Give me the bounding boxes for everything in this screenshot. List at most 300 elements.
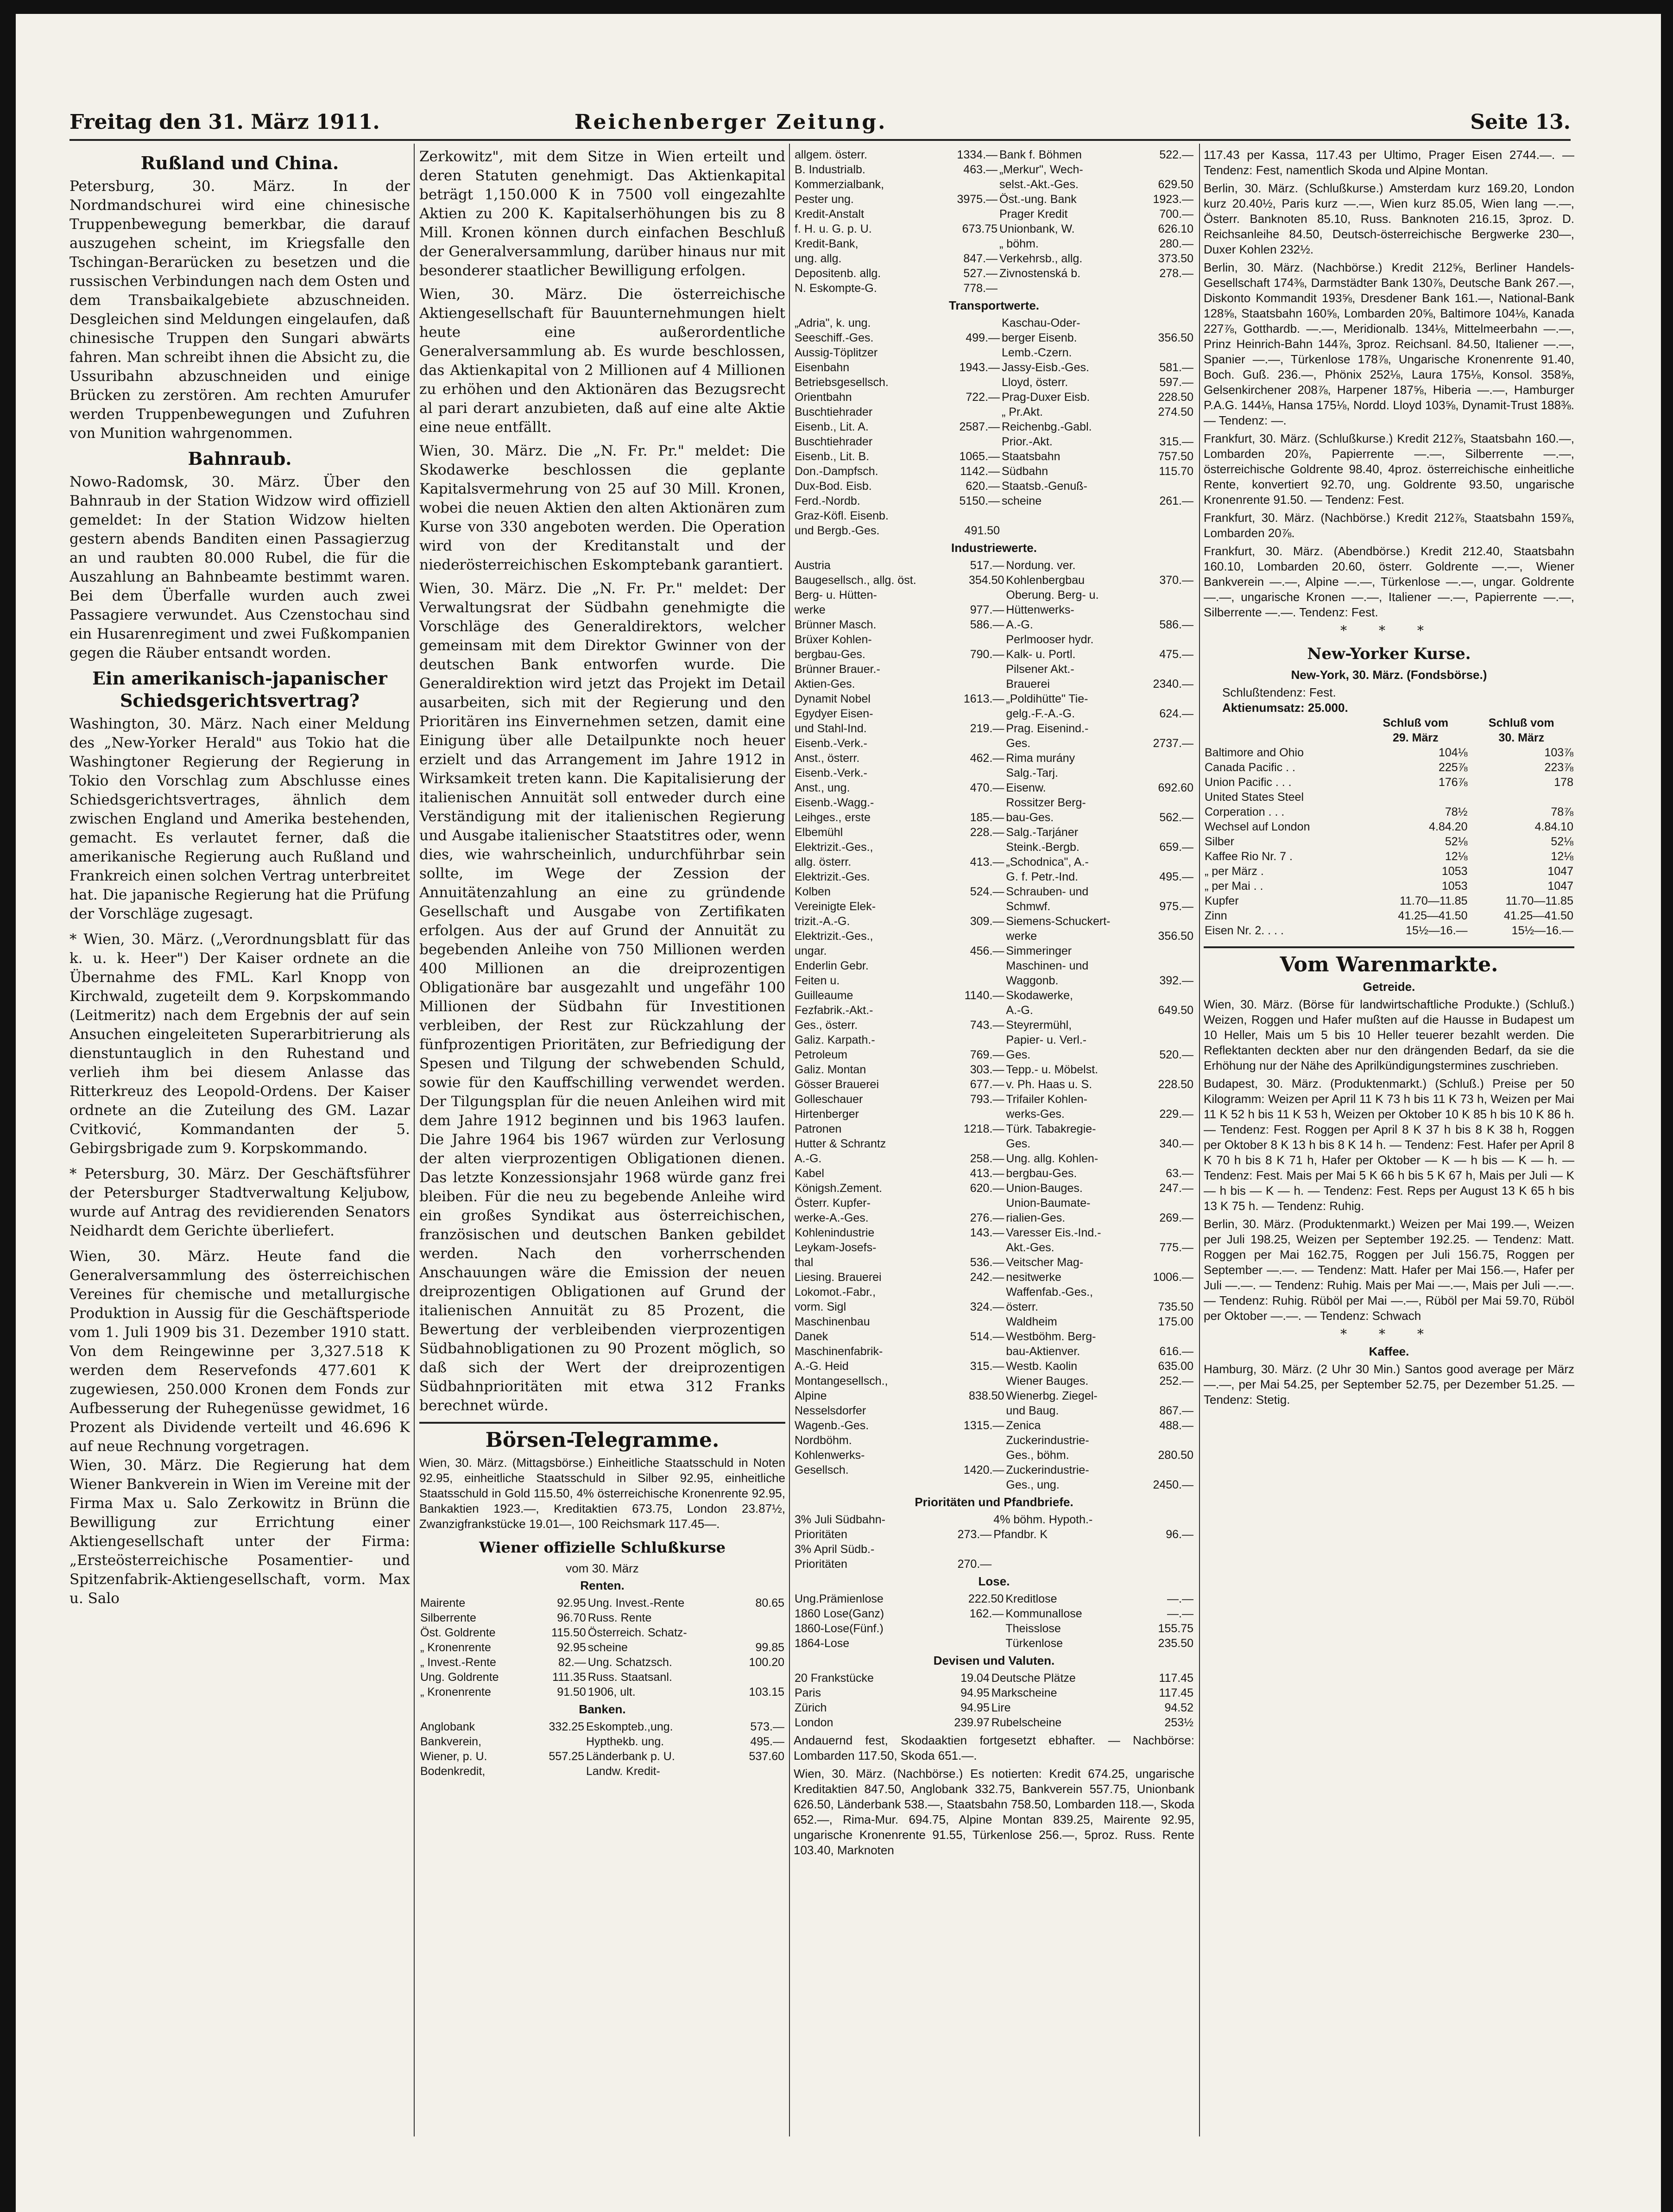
table-cell-value: 356.50 bbox=[1158, 930, 1193, 943]
table-cell-value: 462.— bbox=[970, 752, 1004, 765]
table-cell-label: Austria bbox=[795, 559, 831, 572]
table-cell-label: Ges., böhm. bbox=[1006, 1449, 1069, 1462]
header-date: Freitag den 31. März 1911. bbox=[69, 110, 380, 134]
table-row bbox=[794, 929, 1194, 944]
table-row bbox=[1204, 716, 1574, 730]
table-cell-label bbox=[1204, 730, 1363, 745]
table-cell-label: Kohlenwerks- bbox=[795, 1449, 865, 1462]
table-cell-label: bau-Ges. bbox=[1006, 811, 1054, 824]
table-cell-value: 775.— bbox=[1159, 1241, 1193, 1254]
table-row bbox=[794, 1299, 1194, 1314]
article-aussig-verein: Wien, 30. März. Heute fand die Generalversammlung des österreichischen Vereines für chemische und metallurgische Produktion in Aussig für die Geschäftsperiode vom 1. Juli 1909 bis 31. Dezember 1910 statt. Von dem Reingewinne per 3,327.518 K werden dem Reservefonds 477.601 K zugewiesen, 250.000 Kronen dem Fonds zur Aufbesserung der Ruhegenüsse gewidmet, 16 Prozent als Dividende verteilt und 46.696 K auf neue Rechnung vorgetragen. bbox=[69, 1248, 410, 1455]
table-row bbox=[794, 1374, 1194, 1388]
table-cell-value: 92.95 bbox=[557, 1641, 586, 1654]
table-row bbox=[794, 494, 1194, 508]
table-cell-value: 629.50 bbox=[1158, 178, 1193, 191]
table-cell-label: Silberrente bbox=[420, 1611, 476, 1624]
table-cell-value: 155.75 bbox=[1158, 1622, 1193, 1635]
table-row bbox=[794, 330, 1194, 345]
table-cell-value bbox=[951, 1433, 1005, 1448]
table-cell-label: Nordböhm. bbox=[795, 1434, 852, 1447]
table-cell-label: Brüxer Kohlen- bbox=[795, 633, 872, 646]
table-row bbox=[419, 1749, 785, 1764]
table-row bbox=[794, 677, 1194, 691]
table-cell-label: Montangesellsch., bbox=[795, 1375, 888, 1388]
table-row bbox=[794, 795, 1194, 810]
table-row bbox=[794, 780, 1194, 795]
table-cell-label: „ Kronenrente bbox=[420, 1686, 491, 1699]
table-row bbox=[419, 1734, 785, 1749]
table-cell-label: allgem. österr. bbox=[795, 148, 868, 161]
table-cell-label: Union-Bauges. bbox=[1006, 1182, 1083, 1195]
table-row bbox=[794, 434, 1194, 449]
table-cell-label: Danek bbox=[795, 1330, 828, 1343]
table-cell-value: 30. März bbox=[1498, 731, 1545, 744]
table-row bbox=[794, 1211, 1194, 1225]
table-cell-label: Rubelscheine bbox=[991, 1716, 1062, 1729]
table-cell-label: Dynamit Nobel bbox=[795, 692, 871, 705]
table-cell-label: Staatsbahn bbox=[1002, 450, 1061, 463]
table-cell-value: 315.— bbox=[1159, 435, 1193, 448]
table-row bbox=[794, 1686, 1194, 1700]
table-row bbox=[1204, 879, 1574, 894]
table-cell-value: Schluß vom bbox=[1383, 716, 1449, 729]
table-cell-label: Königsh.Zement. bbox=[795, 1182, 882, 1195]
table-cell-value: 228.— bbox=[970, 826, 1004, 839]
table-cell-value: —.— bbox=[1167, 1592, 1193, 1605]
table-cell-label: Canada Pacific . . bbox=[1205, 761, 1295, 774]
table-cell-label: Eisenw. bbox=[1006, 781, 1046, 794]
table-cell-value: 586.— bbox=[1159, 618, 1193, 631]
table-cell-label: Trifailer Kohlen- bbox=[1006, 1093, 1087, 1106]
table-cell-label: Orientbahn bbox=[795, 391, 852, 404]
table-cell-label: Ung. allg. Kohlen- bbox=[1006, 1152, 1098, 1165]
table-cell-value: 94.95 bbox=[960, 1701, 990, 1714]
table-cell-value: Schluß vom bbox=[1488, 716, 1554, 729]
table-cell-value: 278.— bbox=[1159, 267, 1193, 280]
table-cell-value bbox=[1140, 1329, 1194, 1344]
article-mittagsboerse: Wien, 30. März. (Mittagsbörse.) Einheitliche Staatsschuld in Noten 92.95, einheitliche Staatsschuld in Silber 92.95, einheitliche Staatsschuld in Gold 115.50, 4% österreichische Kronenrente 92.95, Bankaktien 1923.—, Kreditaktien 673.75, London 23.87½, Zwanzigfrankstücke 19.01—, 100 Reichsmark 117.45—. bbox=[419, 1456, 785, 1531]
table-cell-value: 1006.— bbox=[1153, 1271, 1193, 1284]
table-cell-label: „Schodnica", A.- bbox=[1006, 856, 1089, 868]
table-row bbox=[794, 1033, 1194, 1047]
table-cell-label: Lloyd, österr. bbox=[1002, 376, 1068, 389]
table-cell-label: Betriebsgesellsch. bbox=[795, 376, 889, 389]
headline-warenmarkte: Vom Warenmarkte. bbox=[1280, 953, 1498, 976]
lose-title: Lose. bbox=[978, 1574, 1010, 1588]
table-cell-value: 143.— bbox=[970, 1226, 1004, 1239]
table-cell-value: 1420.— bbox=[963, 1464, 1004, 1477]
table-cell-value bbox=[1149, 1512, 1194, 1527]
table-cell-value: 41.25—41.50 bbox=[1398, 909, 1468, 922]
table-cell-label bbox=[1204, 716, 1363, 730]
banken-table bbox=[419, 1719, 785, 1779]
table-row bbox=[794, 884, 1194, 899]
table-cell-label: Gesellsch. bbox=[795, 1464, 849, 1477]
table-row bbox=[794, 192, 1194, 207]
headline-boersen-telegramme: Börsen-Telegramme. bbox=[485, 1428, 720, 1452]
article-andauernd: Andauernd fest, Skodaaktien fortgesetzt ebhafter. — Nachbörse: Lombarden 117.50, Skoda 651.—. bbox=[794, 1733, 1194, 1762]
table-cell-label: Länderbank p. U. bbox=[586, 1750, 675, 1763]
table-cell-label: Kreditlose bbox=[1005, 1592, 1057, 1605]
table-cell-label: Elektrizit.-Ges. bbox=[795, 870, 870, 883]
table-cell-label: Wiener, p. U. bbox=[420, 1750, 487, 1763]
table-cell-value bbox=[1140, 988, 1194, 1003]
table-cell-label: Österreich. Schatz- bbox=[587, 1626, 687, 1639]
table-cell-value: 495.— bbox=[1159, 870, 1193, 883]
ny-subtitle: New-York, 30. März. (Fondsbörse.) bbox=[1291, 668, 1487, 682]
table-cell-value: 99.85 bbox=[755, 1641, 784, 1654]
table-cell-label: Russ. Staatsanl. bbox=[587, 1671, 672, 1684]
table-cell-label: „ per März . bbox=[1205, 865, 1264, 878]
table-cell-label: Eisenb., Lit. B. bbox=[795, 450, 870, 463]
table-cell-value: 735.50 bbox=[1158, 1300, 1193, 1313]
article-zerkowitz-cont: Zerkowitz", mit dem Sitze in Wien erteilt und deren Statuten genehmigt. Das Aktienkapital beträgt 1,150.000 K in 7500 voll eingezahlte Aktien zu 200 K. Kapitalserhöhungen bis zu 8 Mill. Kronen können durch einfachen Beschluß der Generalversammlung, darüber hinaus nur mit besonderer staatlicher Bewilligung erfolgen. bbox=[419, 148, 785, 279]
table-cell-label: Lokomot.-Fabr., bbox=[795, 1286, 876, 1299]
table-cell-label: Elektrizit.-Ges., bbox=[795, 930, 873, 943]
table-cell-value: 303.— bbox=[970, 1063, 1004, 1076]
table-cell-value: 111.35 bbox=[552, 1671, 586, 1684]
table-row bbox=[794, 691, 1194, 706]
table-cell-label: Waffenfab.-Ges., bbox=[1006, 1286, 1093, 1299]
table-cell-label: Galiz. Montan bbox=[795, 1063, 866, 1076]
table-cell-label: Jassy-Eisb.-Ges. bbox=[1002, 361, 1089, 374]
table-cell-value: 475.— bbox=[1159, 648, 1193, 661]
industrie-table bbox=[794, 558, 1194, 1492]
table-cell-label: Eisenbahn bbox=[795, 361, 850, 374]
table-cell-value bbox=[937, 316, 1001, 330]
table-cell-label: Türkenlose bbox=[1005, 1637, 1063, 1650]
table-cell-value: 778.— bbox=[963, 282, 998, 295]
table-cell-label: f. H. u. G. p. U. bbox=[795, 222, 872, 235]
table-cell-label: Seeschiff.-Ges. bbox=[795, 331, 874, 344]
article-verordnungsblatt: * Wien, 30. März. („Verordnungsblatt für das k. u. k. Heer") Der Kaiser ordnete an die Übernahme des FML. Karl Knopp von Kirchwald, zugeteilt dem 9. Korpskommando (Leitmeritz) nach dem Ergebnis der auf sein Ansuchen eingeleiteten Superarbitrierung als dienstuntauglich in den Ruhestand und verlieh ihm bei diesem Anlasse das Ritterkreuz des Leopold-Ordens. Der Kaiser ordnete an die Zuteilung des GM. Lazar Cvitković, Kommandanten der 5. Gebirgsbrigade zum 9. Korpskommando. bbox=[69, 931, 410, 1157]
table-cell-value bbox=[1140, 1388, 1194, 1403]
table-cell-value: 626.10 bbox=[1158, 222, 1193, 235]
table-cell-label: Anglobank bbox=[420, 1720, 475, 1733]
table-cell-value: 586.— bbox=[970, 618, 1004, 631]
table-cell-value bbox=[937, 375, 1001, 390]
table-cell-value bbox=[1140, 1463, 1194, 1477]
table-cell-value bbox=[1140, 1018, 1194, 1033]
table-cell-label: A.-G. Heid bbox=[795, 1360, 849, 1373]
table-cell-label bbox=[992, 1557, 1149, 1572]
table-row bbox=[794, 1418, 1194, 1433]
table-cell-value: 222.50 bbox=[968, 1592, 1004, 1605]
lose-table bbox=[794, 1591, 1194, 1651]
table-cell-label: Kolben bbox=[795, 885, 831, 898]
table-cell-label: Ges., ung. bbox=[1006, 1478, 1060, 1491]
table-cell-value: 228.50 bbox=[1158, 391, 1193, 404]
table-row bbox=[794, 405, 1194, 419]
table-cell-value: 517.— bbox=[970, 559, 1004, 572]
table-cell-label: Reichenbg.-Gabl. bbox=[1002, 420, 1092, 433]
table-row bbox=[794, 1077, 1194, 1092]
table-cell-label: Ges. bbox=[1006, 737, 1031, 750]
table-cell-value: 269.— bbox=[1159, 1211, 1193, 1224]
table-row bbox=[794, 736, 1194, 751]
table-row bbox=[794, 1003, 1194, 1018]
table-cell-label: Ferd.-Nordb. bbox=[795, 494, 860, 507]
table-cell-value bbox=[1140, 662, 1194, 677]
table-cell-label: „ böhm. bbox=[999, 237, 1039, 250]
table-cell-value bbox=[951, 1033, 1005, 1047]
separator-stars: * * * bbox=[1340, 1326, 1438, 1342]
table-cell-label: scheine bbox=[1002, 494, 1042, 507]
table-cell-label: Österr. Kupfer- bbox=[795, 1197, 871, 1210]
table-row bbox=[1204, 745, 1574, 760]
headline-new-yorker-kurse: New-Yorker Kurse. bbox=[1307, 645, 1471, 663]
table-row bbox=[794, 869, 1194, 884]
table-row bbox=[794, 147, 1194, 162]
table-row bbox=[794, 1542, 1194, 1557]
table-row bbox=[1204, 834, 1574, 849]
table-cell-label: „ Kronenrente bbox=[420, 1641, 491, 1654]
table-cell-label: Golleschauer bbox=[795, 1093, 863, 1106]
table-cell-label: Brünner Masch. bbox=[795, 618, 877, 631]
table-cell-label: Unionbank, W. bbox=[999, 222, 1075, 235]
table-cell-value: 1315.— bbox=[963, 1419, 1004, 1432]
table-cell-value: 838.50 bbox=[968, 1389, 1004, 1402]
table-cell-label: bau-Aktienver. bbox=[1006, 1345, 1080, 1358]
table-row bbox=[794, 1715, 1194, 1730]
table-row bbox=[794, 1285, 1194, 1299]
table-cell-value: 12⅛ bbox=[1445, 850, 1468, 863]
table-cell-value bbox=[951, 1240, 1005, 1255]
table-cell-value: 1218.— bbox=[963, 1122, 1004, 1135]
table-cell-value: 52⅛ bbox=[1551, 835, 1573, 848]
table-cell-value: —.— bbox=[1167, 1607, 1193, 1620]
table-row bbox=[794, 810, 1194, 825]
table-cell-value bbox=[937, 1512, 992, 1527]
table-cell-value: 11.70—11.85 bbox=[1400, 894, 1468, 907]
article-skodawerke: Wien, 30. März. Die „N. Fr. Pr." meldet: Die Skodawerke beschlossen die geplante Kapitalsvermehrung von 25 auf 30 Mill. Kronen, wobei die neuen Aktien den alten Aktionären zum Kurse von 330 angeboten werden. Die Operation wird von der Kreditanstalt und der niederösterreichischen Eskomptebank garantiert. bbox=[419, 443, 785, 573]
prioritaeten-table bbox=[794, 1512, 1194, 1572]
table-cell-label: Südbahn bbox=[1002, 465, 1048, 478]
table-cell-value bbox=[951, 1107, 1005, 1122]
table-row bbox=[794, 647, 1194, 662]
table-row bbox=[794, 944, 1194, 958]
table-cell-value: 162.— bbox=[969, 1607, 1004, 1620]
header-rule bbox=[69, 139, 1571, 141]
table-cell-label: „Merkur", Wech- bbox=[999, 163, 1083, 176]
table-cell-value bbox=[1138, 508, 1194, 523]
table-cell-value: 324.— bbox=[970, 1300, 1004, 1313]
table-cell-value bbox=[951, 1374, 1005, 1388]
table-cell-label: Waldheim bbox=[1006, 1315, 1057, 1328]
table-cell-value bbox=[1138, 479, 1194, 494]
table-row bbox=[794, 222, 1194, 236]
table-cell-label: Maschinen- und bbox=[1006, 959, 1089, 972]
table-cell-label: Vereinigte Elek- bbox=[795, 900, 876, 913]
table-cell-label: B. Industrialb. bbox=[795, 163, 865, 176]
table-cell-label: Nordung. ver. bbox=[1006, 559, 1076, 572]
table-cell-value: 527.— bbox=[963, 267, 998, 280]
table-cell-value: 229.— bbox=[1159, 1108, 1193, 1121]
table-cell-value: 769.— bbox=[970, 1048, 1004, 1061]
table-cell-value: 677.— bbox=[970, 1078, 1004, 1091]
table-cell-label: Ges., österr. bbox=[795, 1019, 858, 1032]
table-cell-value bbox=[732, 1670, 786, 1685]
table-cell-label: 20 Frankstücke bbox=[795, 1672, 874, 1685]
table-cell-label: Kredit-Anstalt bbox=[795, 208, 865, 221]
table-cell-label: Wagenb.-Ges. bbox=[795, 1419, 869, 1432]
table-cell-value bbox=[951, 706, 1005, 721]
table-row bbox=[794, 1122, 1194, 1136]
table-cell-label: vorm. Sigl bbox=[795, 1300, 846, 1313]
table-cell-label: Depositenb. allg. bbox=[795, 267, 881, 280]
table-cell-label: Prag-Duxer Eisb. bbox=[1002, 391, 1090, 404]
column-2 bbox=[419, 147, 785, 1779]
table-cell-label: Eskompteb.,ung. bbox=[586, 1720, 673, 1733]
article-berlin-nachboerse: Berlin, 30. März. (Nachbörse.) Kredit 212⅝, Berliner Handels-Gesellschaft 174⅜, Darmstädter Bank 130⅞, Deutsche Bank 267.—, Diskonto Kommandit 193⅝, Dresdener Bank 161.—, National-Bank 128⅝, Staatsbahn 160⅝, Lombarden 20⅝, Baltimore 104⅛, Kanada 227⅞, Gotthardb. —.—, Meridionalb. 134⅛, Mittelmeerbahn —.—, Prinz Heinrich-Bahn 144⅞, 3proz. Reichsanl. 84.50, Italiener —.—, Spanier —.—, Türkenlose 178⅞, Ungarische Kronenrente 91.40, Boch. Guß. 236.—, Phönix 252⅛, Laura 175⅛, Konsol. 358⅝, Gelsenkirchener 208⅞, Harpener 187⅝, Hiberia —.—, Hamburger P.A.G. 144⅛, Hansa 175⅛, Nordd. Lloyd 103⅝, Dynamit-Trust 188⅜. — Tendenz: —. bbox=[1204, 260, 1574, 427]
table-cell-label: Union Pacific . . . bbox=[1205, 776, 1292, 789]
table-row bbox=[794, 988, 1194, 1003]
table-row bbox=[794, 914, 1194, 929]
table-cell-label: 3% April Südb.- bbox=[795, 1543, 875, 1556]
table-cell-value: 847.— bbox=[963, 252, 998, 265]
table-cell-label bbox=[1001, 523, 1138, 538]
table-cell-value bbox=[937, 508, 1001, 523]
table-cell-value bbox=[1140, 1285, 1194, 1299]
table-cell-label: werke-A.-Ges. bbox=[795, 1211, 869, 1224]
table-cell-label: und Baug. bbox=[1006, 1404, 1059, 1417]
table-cell-label: 3% Juli Südbahn- bbox=[795, 1513, 885, 1526]
table-row bbox=[419, 1719, 785, 1734]
table-row bbox=[794, 751, 1194, 766]
table-cell-label: österr. bbox=[1006, 1300, 1038, 1313]
transport-title: Transportwerte. bbox=[948, 298, 1040, 312]
table-cell-label: trizit.-A.-G. bbox=[795, 915, 850, 928]
table-row bbox=[794, 1477, 1194, 1492]
table-row bbox=[1204, 923, 1574, 938]
table-cell-value: 78⅞ bbox=[1551, 805, 1573, 818]
table-cell-value: 673.75 bbox=[962, 222, 998, 235]
table-cell-label: Verkehrsb., allg. bbox=[999, 252, 1083, 265]
table-cell-value: 178 bbox=[1554, 776, 1573, 789]
table-cell-label: Feiten u. bbox=[795, 974, 840, 987]
banken-cont-table bbox=[794, 147, 1194, 296]
table-cell-label: Corperation . . . bbox=[1205, 805, 1285, 818]
table-row bbox=[794, 464, 1194, 479]
table-row bbox=[794, 508, 1194, 523]
table-cell-value bbox=[937, 1542, 992, 1557]
table-cell-label: Türk. Tabakregie- bbox=[1006, 1122, 1096, 1135]
table-cell-label: N. Eskompte-G. bbox=[795, 282, 877, 295]
table-cell-label: Markscheine bbox=[991, 1686, 1057, 1699]
table-cell-value: 1923.— bbox=[1153, 193, 1193, 206]
column-4 bbox=[1204, 147, 1574, 1407]
table-row bbox=[794, 1225, 1194, 1240]
table-cell-value bbox=[1140, 1122, 1194, 1136]
table-cell-value: 94.52 bbox=[1164, 1701, 1193, 1714]
table-cell-label: Galiz. Karpath.- bbox=[795, 1033, 875, 1046]
table-cell-label: Eisenb., Lit. A. bbox=[795, 420, 869, 433]
table-cell-label: rialien-Ges. bbox=[1006, 1211, 1066, 1224]
table-cell-label: Landw. Kredit- bbox=[586, 1765, 660, 1778]
table-cell-value bbox=[943, 1621, 1004, 1636]
prioritaeten-title: Prioritäten und Pfandbriefe. bbox=[915, 1495, 1073, 1509]
table-cell-label: allg. österr. bbox=[795, 856, 852, 868]
article-schiedsgericht: Washington, 30. März. Nach einer Meldung des „New-Yorker Herald" aus Tokio hat die Washingtoner Regierung der Regierung in Tokio den Vorschlag zum Abschlusse eines Schiedsgerichtsvertrages, ähnlich dem zwischen England und Amerika bestehenden, gemacht. Es verlautet ferner, daß die amerikanische Regierung auch Rußland und Frankreich einen solchen Vertrag unterbreitet hat. Die japanische Regierung hat die Prüfung der Vorschläge zugesagt. bbox=[69, 716, 410, 922]
table-cell-value: 115.50 bbox=[551, 1626, 586, 1639]
table-cell-value: 635.00 bbox=[1158, 1360, 1193, 1373]
table-cell-value bbox=[1363, 790, 1468, 805]
table-cell-label: Kabel bbox=[795, 1167, 824, 1180]
table-cell-label: „Adria", k. ung. bbox=[795, 317, 871, 330]
table-cell-label: Maschinenfabrik- bbox=[795, 1345, 883, 1358]
table-row bbox=[1204, 864, 1574, 879]
table-row bbox=[794, 1512, 1194, 1527]
table-cell-label: Prager Kredit bbox=[999, 208, 1068, 221]
table-row bbox=[794, 207, 1194, 222]
table-cell-value: 239.97 bbox=[954, 1716, 990, 1729]
table-cell-value: 332.25 bbox=[549, 1720, 584, 1733]
table-cell-value: 1943.— bbox=[959, 361, 1000, 374]
table-cell-value bbox=[1140, 632, 1194, 647]
table-cell-value bbox=[951, 736, 1005, 751]
section-rule bbox=[419, 1422, 785, 1424]
renten-title: Renten. bbox=[580, 1578, 625, 1592]
table-cell-label: Wiener Bauges. bbox=[1006, 1375, 1089, 1388]
table-cell-value bbox=[1140, 1092, 1194, 1107]
table-cell-value bbox=[1140, 1255, 1194, 1270]
article-bankverein: Wien, 30. März. Die Regierung hat dem Wiener Bankverein in Wien im Vereine mit der Firma Max u. Salo Zerkowitz in Brünn die Bewilligung zur Errichtung einer Aktiengesellschaft unter der Firma: „Ersteösterreichische Posamentier- und Spitzenfabrik-Aktiengesellschaft, vorm. Max u. Salo bbox=[69, 1457, 410, 1607]
table-row bbox=[794, 1062, 1194, 1077]
table-cell-value: 247.— bbox=[1159, 1182, 1193, 1195]
table-cell-label: Pester ung. bbox=[795, 193, 854, 206]
table-cell-label: 1906, ult. bbox=[587, 1686, 636, 1699]
table-cell-value: 354.50 bbox=[968, 574, 1004, 587]
table-cell-value: 867.— bbox=[1159, 1404, 1193, 1417]
table-cell-label: Berg- u. Hütten- bbox=[795, 589, 877, 602]
table-cell-label: Guilleaume bbox=[795, 989, 853, 1002]
table-cell-value: 520.— bbox=[1159, 1048, 1193, 1061]
table-cell-label: „ Invest.-Rente bbox=[420, 1656, 496, 1669]
table-cell-value: 115.70 bbox=[1159, 465, 1193, 478]
table-cell-value: 722.— bbox=[966, 391, 1000, 404]
table-cell-value: 103⅞ bbox=[1544, 746, 1573, 759]
table-cell-label: Hüttenwerks- bbox=[1006, 603, 1074, 616]
table-cell-value bbox=[1140, 691, 1194, 706]
table-cell-label: Kupfer bbox=[1205, 894, 1239, 907]
table-cell-value: 659.— bbox=[1159, 841, 1193, 854]
table-cell-label: Aktien-Ges. bbox=[795, 678, 855, 691]
table-row bbox=[794, 617, 1194, 632]
column-divider bbox=[1199, 144, 1200, 2136]
schlusskurse-date: vom 30. März bbox=[566, 1561, 639, 1575]
column-1 bbox=[69, 147, 410, 1608]
table-cell-label: Prag. Eisenind.- bbox=[1006, 722, 1089, 735]
table-row bbox=[794, 162, 1194, 177]
table-cell-value bbox=[1140, 855, 1194, 869]
table-row bbox=[419, 1596, 785, 1610]
table-cell-value bbox=[934, 177, 998, 192]
table-cell-value: 280.50 bbox=[1158, 1449, 1193, 1462]
table-cell-label: v. Ph. Haas u. S. bbox=[1006, 1078, 1092, 1091]
table-cell-value: 3975.— bbox=[957, 193, 998, 206]
table-cell-label: Oberung. Berg- u. bbox=[1006, 589, 1099, 602]
table-cell-label: Veitscher Mag- bbox=[1006, 1256, 1084, 1269]
table-cell-label: Pfandbr. K bbox=[993, 1528, 1048, 1541]
table-cell-value bbox=[951, 1003, 1005, 1018]
table-cell-value: 2587.— bbox=[959, 420, 1000, 433]
table-row bbox=[419, 1610, 785, 1625]
scan-border-top bbox=[0, 0, 1673, 14]
table-cell-value bbox=[951, 766, 1005, 780]
table-cell-value: 11.70—11.85 bbox=[1505, 894, 1573, 907]
table-row bbox=[794, 1591, 1194, 1606]
